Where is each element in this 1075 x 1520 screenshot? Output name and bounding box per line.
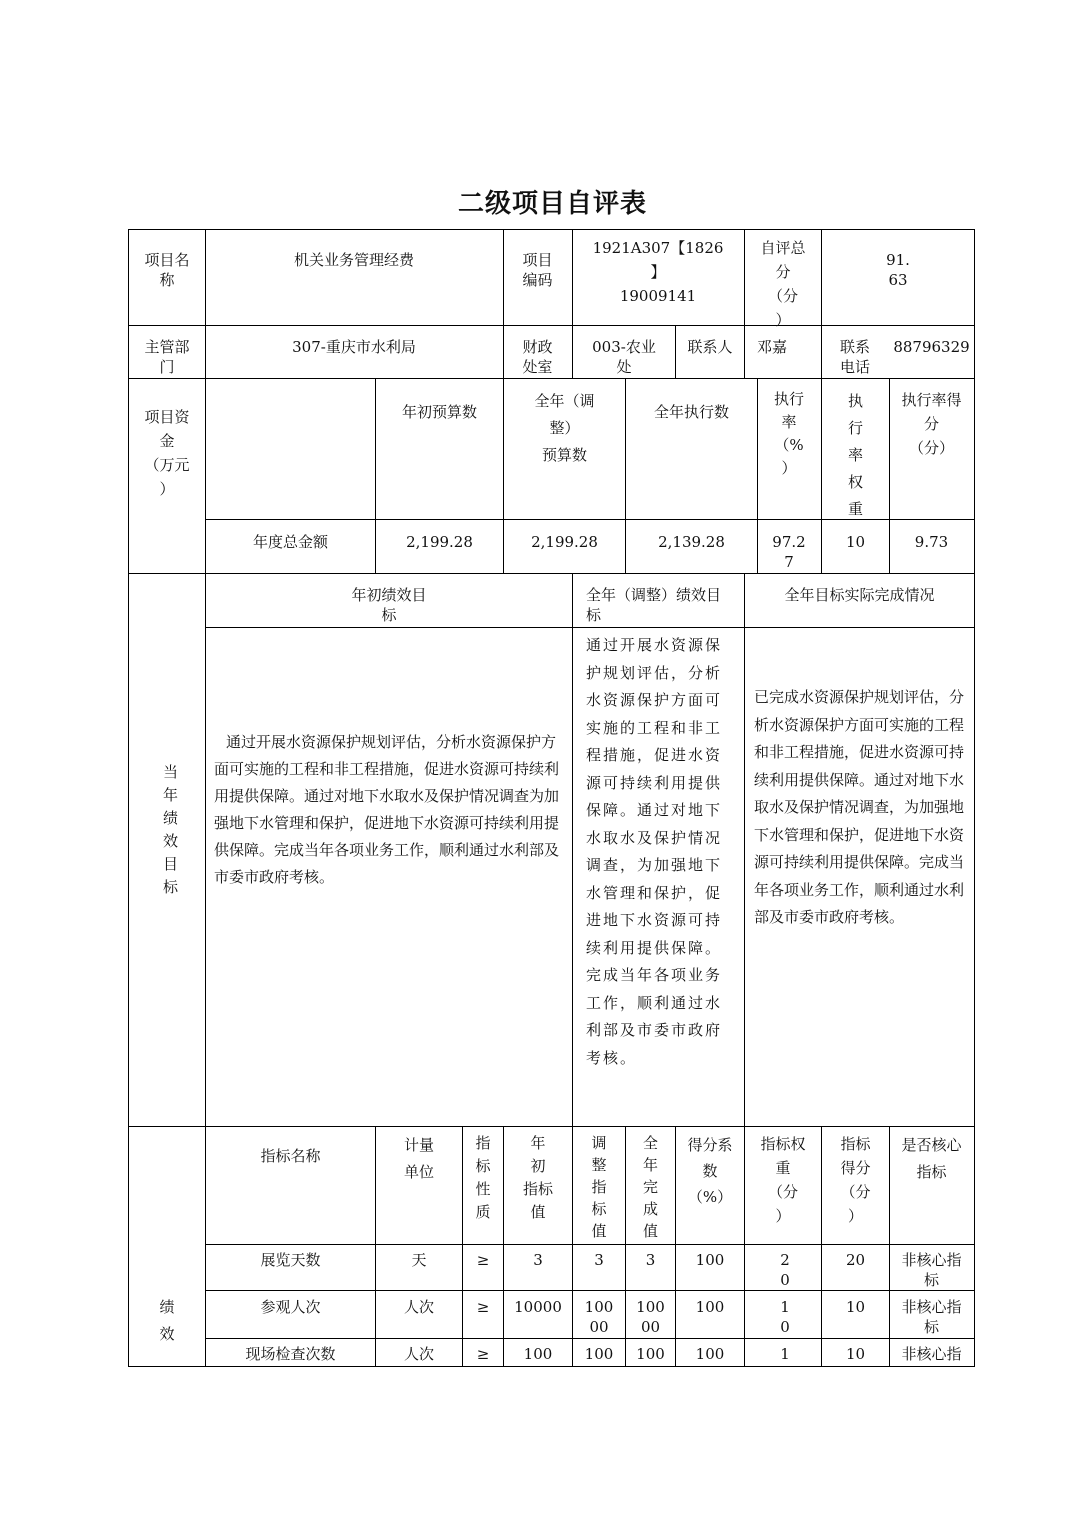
ind-header-name: 指标名称 <box>260 1147 321 1165</box>
project-code-label: 项目 编码 <box>522 251 553 289</box>
funds-header-score: 执行率得 分 （分） <box>901 391 962 457</box>
ind-initial: 3 <box>533 1251 543 1269</box>
project-code: 1921A307【1826 】 19009141 <box>592 239 724 305</box>
goals-adjusted-text: 通过开展水资源保护规划评估，分析水资源保护方面可实施的工程和非工程措施，促进水资源可持续利用提供保障。通过对地下水取水及保护情况调查，为加强地下水管理和保护，促进地下水资源可持续利用提供保障。完成当年各项业务工作，顺利通过水利部及市委市政府考核。 <box>586 636 723 1067</box>
funds-row-executed: 2,139.28 <box>658 533 725 551</box>
goals-actual-text: 已完成水资源保护规划评估，分析水资源保护方面可实施的工程和非工程措施，促进水资源可持续利用提供保障。通过对地下水取水及保护情况调查，为加强地下水管理和保护，促进地下水资源可持续利用提供保障。完成当年各项业务工作，顺利通过水利部及市委市政府考核。 <box>754 688 965 926</box>
ind-weight: 2 0 <box>780 1251 790 1289</box>
funds-row-adjusted: 2,199.28 <box>531 533 598 551</box>
funds-row-weight: 10 <box>845 533 866 551</box>
ind-adjusted: 3 <box>594 1251 604 1269</box>
ind-weight: 1 <box>780 1345 790 1363</box>
finance: 003-农业 处 <box>592 338 656 376</box>
ind-header-score: 指标 得分 （分 ） <box>840 1135 871 1225</box>
ind-core: 非核心指 标 <box>901 1298 962 1336</box>
ind-unit: 人次 <box>403 1345 434 1363</box>
ind-coef: 100 <box>695 1251 725 1269</box>
indicators-label: 绩 效 <box>159 1298 175 1343</box>
finance-label: 财政 处室 <box>522 338 553 376</box>
ind-header-actual: 全 年 完 成 值 <box>642 1134 658 1240</box>
ind-initial: 100 <box>523 1345 553 1363</box>
ind-score: 10 <box>845 1345 866 1363</box>
funds-row-rate: 97.2 7 <box>772 533 806 571</box>
self-score: 91. 63 <box>886 251 910 289</box>
ind-name: 现场检查次数 <box>245 1345 336 1363</box>
ind-name: 参观人次 <box>260 1298 321 1316</box>
ind-unit: 人次 <box>403 1298 434 1316</box>
funds-label: 项目资 金 （万元 ） <box>144 408 190 498</box>
goals-header-adjusted: 全年（调整）绩效目 标 <box>586 586 722 624</box>
funds-header-executed: 全年执行数 <box>653 403 729 421</box>
goals-initial-text: 通过开展水资源保护规划评估，分析水资源保护方面可实施的工程和非工程措施，促进水资源可持续利用提供保障。通过对地下水取水及保护情况调查为加强地下水管理和保护，促进地下水资源可持续利用提供保障。完成当年各项业务工作，顺利通过水利部及市委市政府考核。 <box>214 733 560 886</box>
ind-header-initial: 年 初 指标 值 <box>522 1134 553 1221</box>
ind-header-coef: 得分系 数 （%） <box>687 1136 733 1206</box>
phone: 88796329 <box>893 338 970 356</box>
project-name-label: 项目名 称 <box>144 251 190 289</box>
contact-label: 联系人 <box>687 338 733 356</box>
ind-actual: 100 <box>636 1345 665 1363</box>
project-name: 机关业务管理经费 <box>293 251 414 269</box>
ind-nature: ≥ <box>476 1251 490 1269</box>
funds-header-initial: 年初预算数 <box>401 403 477 421</box>
ind-coef: 100 <box>695 1345 725 1363</box>
ind-score: 20 <box>845 1251 866 1269</box>
page-title: 二级项目自评表 <box>457 189 647 219</box>
ind-adjusted: 100 00 <box>584 1298 614 1336</box>
ind-header-weight: 指标权 重 （分 ） <box>760 1135 806 1225</box>
ind-core: 非核心指 标 <box>901 1251 962 1289</box>
contact: 邓嘉 <box>757 338 788 356</box>
ind-actual: 100 00 <box>636 1298 665 1336</box>
dept-label: 主管部 门 <box>144 338 190 376</box>
funds-row-initial: 2,199.28 <box>406 533 473 551</box>
ind-unit: 天 <box>411 1251 427 1269</box>
dept: 307-重庆市水利局 <box>292 338 416 356</box>
ind-name: 展览天数 <box>260 1251 321 1269</box>
phone-label: 联系 电话 <box>839 338 870 376</box>
ind-header-core: 是否核心 指标 <box>901 1136 962 1181</box>
ind-weight: 1 0 <box>780 1298 790 1336</box>
ind-coef: 100 <box>695 1298 725 1316</box>
goals-header-initial: 年初绩效目 标 <box>351 586 427 624</box>
funds-header-rate: 执行 率 （% ） <box>773 390 804 477</box>
ind-header-nature: 指 标 性 质 <box>475 1134 491 1221</box>
funds-row-score: 9.73 <box>914 533 949 551</box>
ind-nature: ≥ <box>476 1345 490 1363</box>
ind-core: 非核心指 <box>901 1345 962 1363</box>
goals-header-actual: 全年目标实际完成情况 <box>784 586 935 604</box>
ind-initial: 10000 <box>514 1298 562 1316</box>
funds-row-label: 年度总金额 <box>252 533 328 551</box>
self-score-label: 自评总 分 （分 ） <box>760 239 806 329</box>
goals-label: 当年绩效目标 <box>161 764 179 902</box>
funds-header-adjusted: 全年（调 整） 预算数 <box>534 392 595 464</box>
ind-header-unit: 计量 单位 <box>403 1136 434 1181</box>
ind-actual: 3 <box>645 1251 656 1269</box>
ind-nature: ≥ <box>476 1298 490 1316</box>
ind-adjusted: 100 <box>584 1345 614 1363</box>
ind-header-adjusted: 调 整 指 标 值 <box>591 1134 607 1240</box>
ind-score: 10 <box>845 1298 866 1316</box>
funds-header-weight: 执 行 率 权 重 <box>847 392 863 518</box>
